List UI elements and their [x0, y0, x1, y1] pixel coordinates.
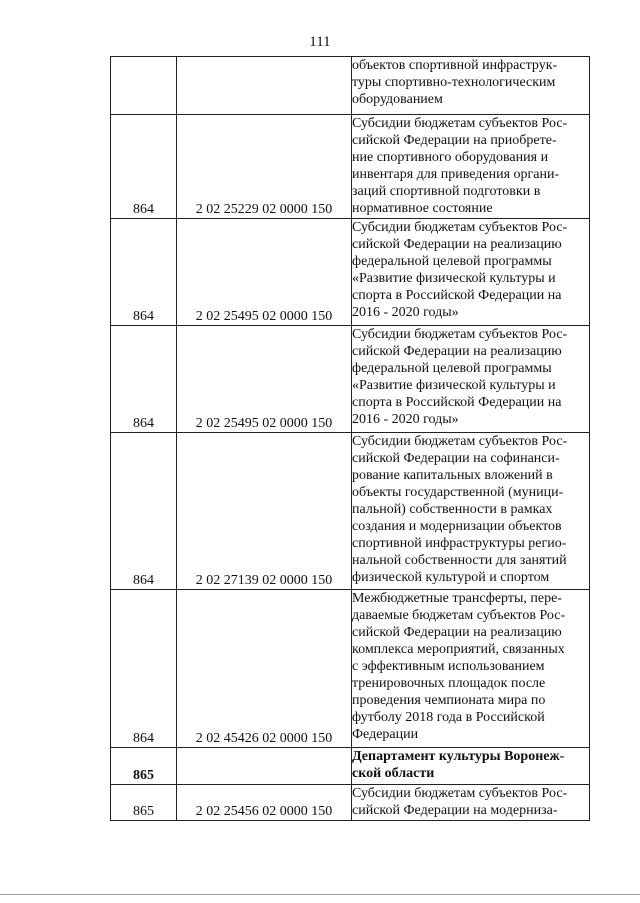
revenue-code-cell: 2 02 25495 02 0000 150 [177, 219, 352, 326]
revenue-code-cell [177, 57, 352, 115]
admin-code-cell [111, 57, 177, 115]
admin-code-cell: 864 [111, 219, 177, 326]
admin-code-cell: 864 [111, 590, 177, 748]
revenue-code-cell: 2 02 25495 02 0000 150 [177, 326, 352, 433]
description-cell: Межбюджетные трансферты, пере- даваемые бюджетам субъектов Рос- сийской Федерации на реализацию комплекса мероприятий, связанных с эффективным использованием тренировочных площадок после проведения чемпионата мира по футболу 2018 года в Российской Федерации [352, 590, 590, 748]
revenue-code-cell: 2 02 27139 02 0000 150 [177, 433, 352, 590]
admin-code-cell: 864 [111, 326, 177, 433]
admin-code-cell: 865 [111, 785, 177, 821]
page-bottom-rule [0, 894, 640, 895]
description-cell: Субсидии бюджетам субъектов Рос- сийской Федерации на приобрете- ние спортивного оборудования и инвентаря для приведения органи- заций спортивной подготовки в нормативное состояние [352, 115, 590, 219]
revenue-code-cell: 2 02 25456 02 0000 150 [177, 785, 352, 821]
page-number: 111 [309, 34, 331, 50]
table-row [111, 433, 590, 590]
description-cell: Субсидии бюджетам субъектов Рос- сийской Федерации на реализацию федеральной целевой программы «Развитие физической культуры и спорта в Российской Федерации на 2016 - 2020 годы» [352, 219, 590, 326]
table-row [111, 785, 590, 821]
revenue-code-cell [177, 748, 352, 785]
revenue-code-cell: 2 02 25229 02 0000 150 [177, 115, 352, 219]
admin-code-cell: 864 [111, 433, 177, 590]
department-name-cell: Департамент культуры Воронеж- ской области [352, 748, 590, 785]
budget-classification-table [110, 56, 590, 821]
description-cell: Субсидии бюджетам субъектов Рос- сийской Федерации на модерниза- [352, 785, 590, 821]
admin-code-cell: 865 [111, 748, 177, 785]
table-row-department-header [111, 748, 590, 785]
revenue-code-cell: 2 02 45426 02 0000 150 [177, 590, 352, 748]
admin-code-cell: 864 [111, 115, 177, 219]
table-row [111, 57, 590, 115]
description-cell: Субсидии бюджетам субъектов Рос- сийской Федерации на софинанси- рование капитальных вложений в объекты государственной (муници- пальной) собственности в рамках создания и модернизации объектов спортивной инфраструктуры регио- нальной собственности для занятий физической культурой и спортом [352, 433, 590, 590]
table-row [111, 326, 590, 433]
table-row [111, 219, 590, 326]
description-cell: Субсидии бюджетам субъектов Рос- сийской Федерации на реализацию федеральной целевой программы «Развитие физической культуры и спорта в Российской Федерации на 2016 - 2020 годы» [352, 326, 590, 433]
table-row [111, 115, 590, 219]
table-row [111, 590, 590, 748]
description-cell: объектов спортивной инфраструк- туры спортивно-технологическим оборудованием [352, 57, 590, 115]
